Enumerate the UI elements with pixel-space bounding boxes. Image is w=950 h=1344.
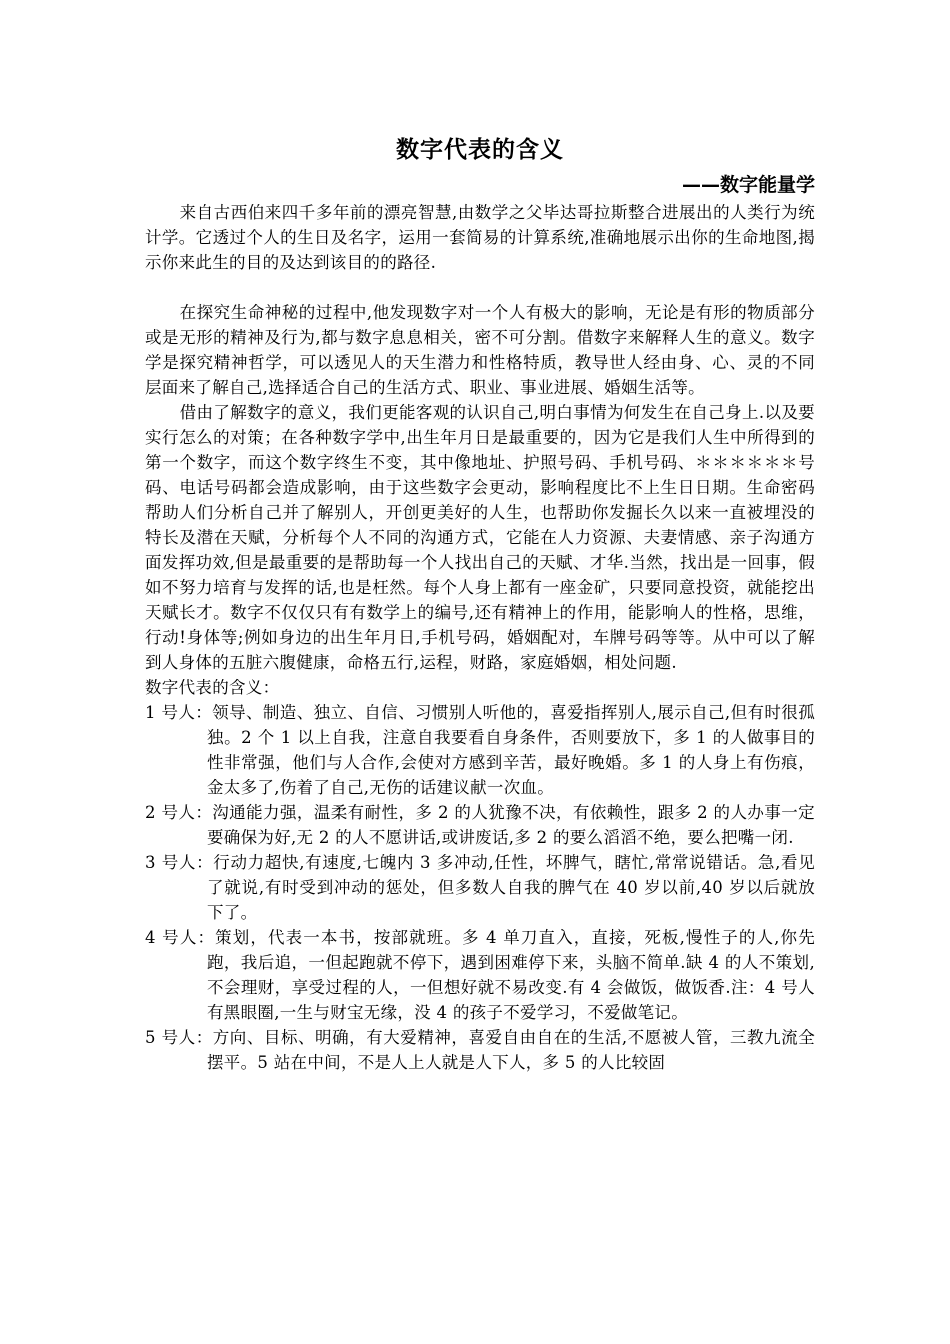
item-label: 4 号人：	[145, 928, 216, 947]
item-label: 1 号人：	[145, 703, 213, 722]
number-item-3	[145, 850, 815, 925]
item-text: 沟通能力强，温柔有耐性，多 2 的人犹豫不决，有依赖性，跟多 2 的人办事一定要确保为好,无 2 的人不愿讲话,或讲废话,多 2 的要么滔滔不绝，要么把嘴一闭.	[207, 803, 815, 847]
number-item-1	[145, 700, 815, 800]
document-page	[145, 130, 815, 1075]
paragraph-understanding: 借由了解数字的意义，我们更能客观的认识自己,明白事情为何发生在自己身上.以及要实行怎么的对策；在各种数字学中,出生年月日是最重要的，因为它是我们人生中所得到的第一个数字，而这个数字终生不变，其中像地址、护照号码、手机号码、＊＊＊＊＊＊号码、电话号码都会造成影响，由于这些数字会更动，影响程度比不上生日日期。生命密码帮助人们分析自己并了解别人，开创更美好的人生，也帮助你发掘长久以来一直被埋没的特长及潜在天赋，分析每个人不同的沟通方式，它能在人力资源、夫妻情感、亲子沟通方面发挥功效,但是最重要的是帮助每一个人找出自己的天赋、才华.当然，找出是一回事，假如不努力培育与发挥的话,也是枉然。每个人身上都有一座金矿，只要同意投资，就能挖出天赋长才。数字不仅仅只有有数学上的编号,还有精神上的作用，能影响人的性格，思维，行动!身体等;例如身边的出生年月日,手机号码，婚姻配对，车牌号码等等。从中可以了解到人身体的五脏六腹健康，命格五行,运程，财路，家庭婚姻，相处问题.	[145, 403, 815, 672]
document-title: 数字代表的含义	[396, 137, 564, 163]
section-heading: 数字代表的含义：	[145, 678, 280, 697]
item-text: 策划，代表一本书，按部就班。多 4 单刀直入，直接，死板,慢性子的人,你先跑，我后追，一但起跑就不停下，遇到困难停下来，头脑不简单.缺 4 的人不策划,不会理财，享受过程的人，一但想好就不易改变.有 4 会做饭，做饭香.注：4 号人有黑眼圈,一生与财宝无缘，没 4 的孩子不爱学习，不爱做笔记。	[207, 928, 815, 1022]
number-item-2	[145, 800, 815, 850]
item-text: 领导、制造、独立、自信、习惯别人听他的，喜爱指挥别人,展示自己,但有时很孤独。2 个 1 以上自我，注意自我要看自身条件，否则要放下，多 1 的人做事目的性非常强，他们与人合作,会使对方感到辛苦，最好晚婚。多 1 的人身上有伤痕，金太多了,伤着了自己,无伤的话建议献一次血。	[207, 703, 816, 797]
number-item-4	[145, 925, 815, 1025]
item-label: 3 号人：	[145, 853, 214, 872]
item-text: 行动力超快,有速度,七魄内 3 多冲动,任性，坏脾气，瞎忙,常常说错话。急,看见了就说,有时受到冲动的惩处，但多数人自我的脾气在 40 岁以前,40 岁以后就放下了。	[207, 853, 815, 922]
item-text: 方向、目标、明确，有大爱精神，喜爱自由自在的生活,不愿被人管，三教九流全摆平。5 站在中间，不是人上人就是人下人，多 5 的人比较固	[207, 1028, 816, 1072]
number-item-5	[145, 1025, 815, 1075]
item-label: 5 号人：	[145, 1028, 213, 1047]
paragraph-explore: 在探究生命神秘的过程中,他发现数字对一个人有极大的影响，无论是有形的物质部分或是无形的精神及行为,都与数字息息相关，密不可分割。借数字来解释人生的意义。数字学是探究精神哲学，可以透见人的天生潜力和性格特质，教导世人经由身、心、灵的不同层面来了解自己,选择适合自己的生活方式、职业、事业进展、婚姻生活等。	[145, 303, 815, 397]
paragraph-intro: 来自古西伯来四千多年前的漂亮智慧,由数学之父毕达哥拉斯整合进展出的人类行为统计学。它透过个人的生日及名字，运用一套简易的计算系统,准确地展示出你的生命地图,揭示你来此生的目的及达到该目的的路径.	[145, 203, 815, 272]
document-subtitle: ——数字能量学	[681, 174, 815, 196]
item-label: 2 号人：	[145, 803, 213, 822]
